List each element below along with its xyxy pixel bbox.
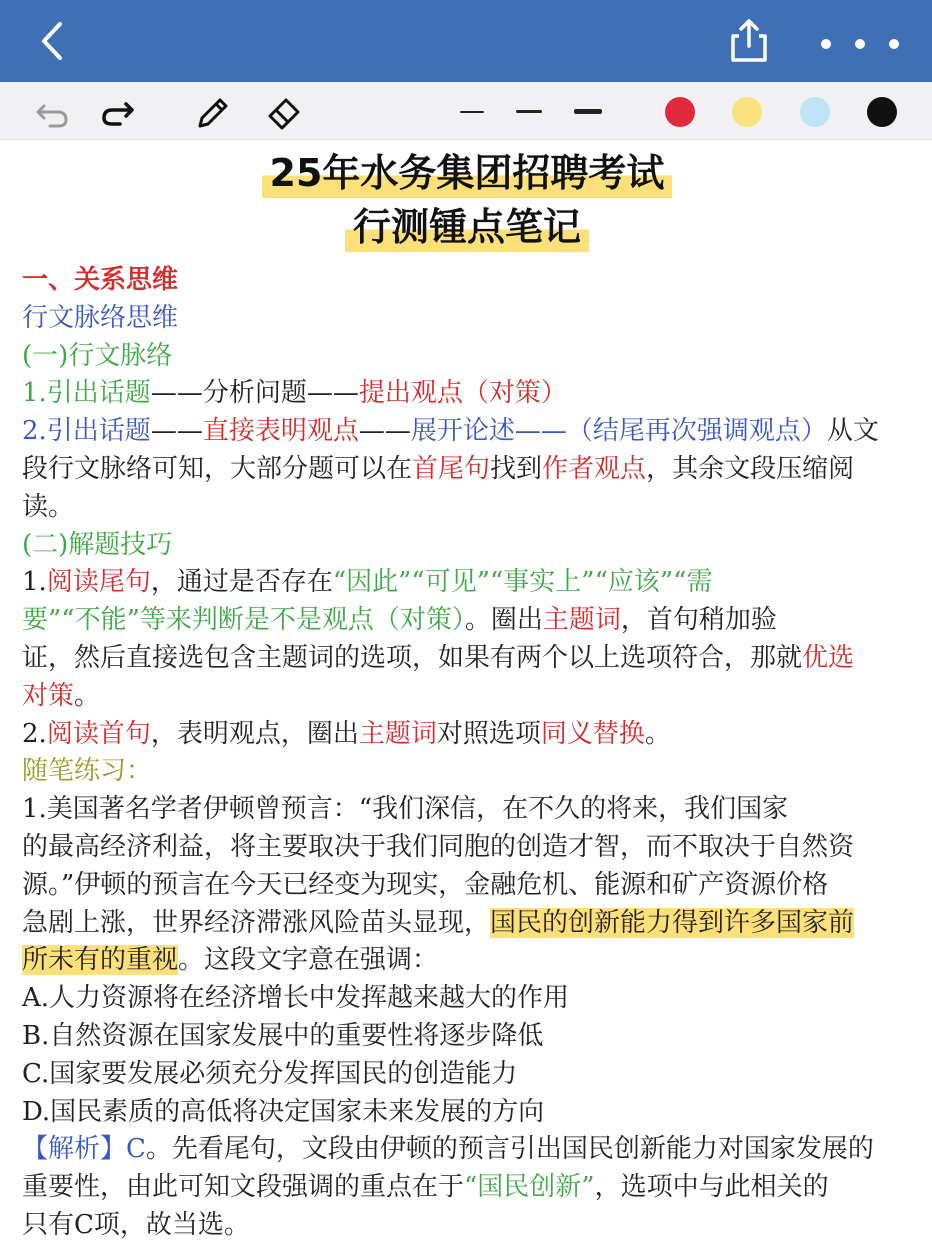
back-chevron-icon[interactable] bbox=[28, 16, 78, 66]
option-a: A.人力资源将在经济增长中发挥越来越大的作用 bbox=[22, 983, 570, 1014]
answer-line-3: 只有C项，故当选。 bbox=[22, 1209, 250, 1240]
question-line-5: 所未有的重视。这段文字意在强调： bbox=[22, 945, 439, 976]
question-line-3: 源。”伊顿的预言在今天已经变为现实，金融危机、能源和矿产资源价格 bbox=[22, 869, 829, 900]
option-b: B.自然资源在国家发展中的重要性将逐步降低 bbox=[22, 1020, 544, 1051]
top-app-bar bbox=[0, 0, 932, 82]
tip-1: 1.阅读尾句，通过是否存在“因此”“可见”“事实上”“应该”“需 bbox=[22, 567, 713, 598]
pen-icon[interactable] bbox=[192, 92, 232, 132]
question-line-4: 急剧上涨，世界经济滞涨风险苗头显现，国民的创新能力得到许多国家前 bbox=[22, 907, 855, 938]
stroke-thick[interactable] bbox=[574, 109, 602, 114]
question-line-1: 1.美国著名学者伊顿曾预言：“我们深信，在不久的将来，我们国家 bbox=[22, 794, 789, 825]
more-dots-icon[interactable] bbox=[812, 26, 908, 62]
share-icon[interactable] bbox=[724, 16, 774, 66]
answer-line-1: 【解析】C。先看尾句，文段由伊顿的预言引出国民创新能力对国家发展的 bbox=[22, 1134, 874, 1165]
part2-heading: (二)解题技巧 bbox=[22, 529, 173, 560]
undo-icon[interactable] bbox=[32, 92, 72, 132]
tip-1c: 证，然后直接选包含主题词的选项，如果有两个以上选项符合，那就优选 bbox=[22, 642, 855, 673]
question-line-2: 的最高经济利益，将主要取决于我们同胞的创造才智，而不取决于自然资 bbox=[22, 831, 855, 862]
color-swatch-yellow[interactable] bbox=[732, 97, 762, 127]
color-swatch-lightblue[interactable] bbox=[800, 97, 830, 127]
tip-1b: 要”“不能”等来判断是不是观点（对策）。圈出主题词，首句稍加验 bbox=[22, 605, 777, 636]
flow-line-2: 2.引出话题——直接表明观点——展开论述——（结尾再次强调观点）从文 bbox=[22, 416, 879, 447]
option-d: D.国民素质的高低将决定国家未来发展的方向 bbox=[22, 1096, 545, 1127]
answer-tag: 【解析】C bbox=[22, 1134, 146, 1165]
practice-heading: 随笔练习： bbox=[22, 756, 153, 787]
part1-heading: (一)行文脉络 bbox=[22, 340, 173, 371]
redo-icon[interactable] bbox=[98, 92, 138, 132]
tip-1d: 对策。 bbox=[22, 680, 101, 711]
note-document bbox=[22, 148, 912, 1245]
highlight-span: 国民的创新能力得到许多国家前 bbox=[490, 907, 855, 938]
highlight-span: 所未有的重视 bbox=[22, 945, 179, 976]
color-swatch-red[interactable] bbox=[665, 97, 695, 127]
eraser-icon[interactable] bbox=[264, 92, 304, 132]
doc-title: 25年水务集团招聘考试 bbox=[262, 148, 673, 198]
color-swatch-black[interactable] bbox=[867, 97, 897, 127]
sub-heading: 行文脉络思维 bbox=[22, 302, 179, 333]
stroke-thin[interactable] bbox=[460, 111, 484, 113]
flow-line-1: 1.引出话题——分析问题——提出观点（对策） bbox=[22, 378, 567, 409]
drawing-toolbar bbox=[0, 82, 932, 140]
flow-line-2c: 读。 bbox=[22, 491, 75, 522]
stroke-medium[interactable] bbox=[516, 110, 542, 113]
answer-line-2: 重要性，由此可知文段强调的重点在于“国民创新”，选项中与此相关的 bbox=[22, 1172, 829, 1203]
tip-2: 2.阅读首句，表明观点，圈出主题词对照选项同义替换。 bbox=[22, 718, 671, 749]
option-c: C.国家要发展必须充分发挥国民的创造能力 bbox=[22, 1058, 518, 1089]
flow-line-2b: 段行文脉络可知，大部分题可以在首尾句找到作者观点，其余文段压缩阅 bbox=[22, 453, 855, 484]
section-heading: 一、关系思维 bbox=[22, 265, 179, 295]
doc-subtitle: 行测锺点笔记 bbox=[345, 202, 589, 252]
